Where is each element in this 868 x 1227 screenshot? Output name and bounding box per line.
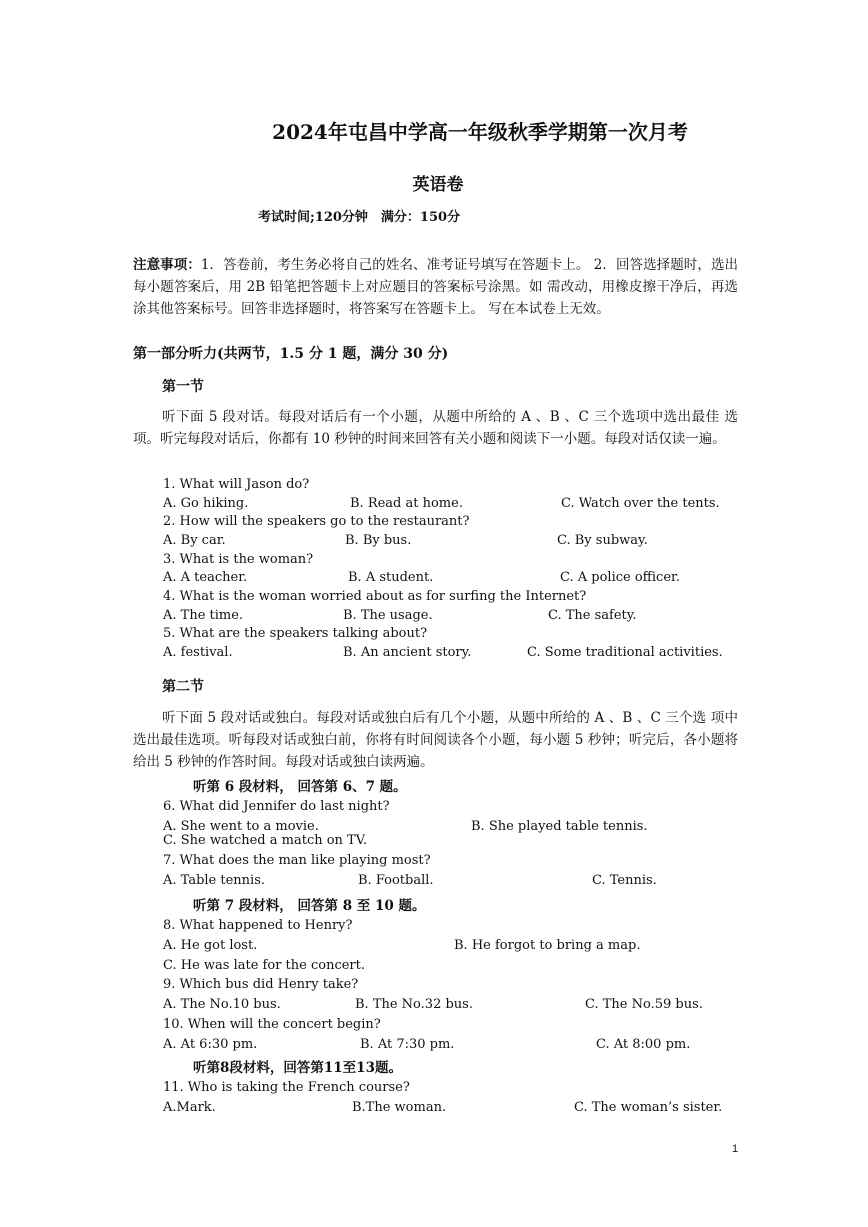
section2-instruction: 听下面 5 段对话或独白。每段对话或独白后有几个小题，从题中所给的 A 、B 、C 三个选 项中选出最佳选项。听每段对话或独白前，你将有时间阅读各个小题，每小题 5 秒钟；听完后，各小题将给出 5 秒钟的作答时间。每段对话或独白读两遍。: [133, 710, 738, 770]
question-10: 10. When will the concert begin?: [163, 1017, 381, 1032]
q7-option-b: B. Football.: [358, 873, 434, 888]
q4-option-b: B. The usage.: [343, 608, 433, 623]
exam-subject: 英语卷: [412, 175, 464, 195]
section1-instruction: 听下面 5 段对话。每段对话后有一个小题，从题中所给的 A 、B 、C 三个选项中选出最佳 选项。听完每段对话后，你都有 10 秒钟的时间来回答有关小题和阅读下一小题。每段对话仅读一遍。: [133, 409, 738, 447]
question-4: 4. What is the woman worried about as for surfing the Internet?: [163, 589, 587, 604]
exam-meta: 考试时间;120分钟 满分：150分: [258, 210, 461, 225]
q10-option-a: A. At 6:30 pm.: [163, 1037, 258, 1052]
question-5: 5. What are the speakers talking about?: [163, 626, 428, 641]
question-8: 8. What happened to Henry?: [163, 918, 353, 933]
q11-option-a: A.Mark.: [163, 1100, 216, 1115]
q7-option-a: A. Table tennis.: [163, 873, 265, 888]
q3-option-c: C. A police officer.: [560, 570, 680, 585]
q1-option-c: C. Watch over the tents.: [561, 496, 720, 511]
q9-option-b: B. The No.32 bus.: [355, 997, 473, 1012]
q10-option-b: B. At 7:30 pm.: [360, 1037, 455, 1052]
question-1: 1. What will Jason do?: [163, 477, 310, 492]
q7-option-c: C. Tennis.: [592, 873, 657, 888]
q5-option-c: C. Some traditional activities.: [527, 645, 723, 660]
q3-option-b: B. A student.: [348, 570, 434, 585]
question-11: 11. Who is taking the French course?: [163, 1080, 410, 1095]
q5-option-b: B. An ancient story.: [343, 645, 472, 660]
question-9: 9. Which bus did Henry take?: [163, 977, 359, 992]
q8-option-a: A. He got lost.: [163, 938, 258, 953]
question-7: 7. What does the man like playing most?: [163, 853, 431, 868]
q8-option-c: C. He was late for the concert.: [163, 958, 365, 973]
q6-option-b: B. She played table tennis.: [471, 819, 648, 834]
q11-option-b: B.The woman.: [352, 1100, 447, 1115]
q8-option-b: B. He forgot to bring a map.: [454, 938, 641, 953]
material-6-label: 听第 6 段材料， 回答第 6、7 题。: [193, 779, 407, 795]
q10-option-c: C. At 8:00 pm.: [596, 1037, 691, 1052]
notice-label: 注意事项：: [133, 257, 201, 273]
notice-block: [133, 254, 738, 320]
material-8-label: 听第8段材料，回答第11至13题。: [193, 1060, 402, 1076]
q9-option-a: A. The No.10 bus.: [163, 997, 281, 1012]
question-6: 6. What did Jennifer do last night?: [163, 799, 390, 814]
section2-heading: 第二节: [162, 679, 204, 695]
section1-heading: 第一节: [162, 379, 204, 395]
exam-title: 2024年屯昌中学高一年级秋季学期第一次月考: [272, 120, 688, 144]
q5-option-a: A. festival.: [163, 645, 233, 660]
q1-option-b: B. Read at home.: [350, 496, 463, 511]
question-2: 2. How will the speakers go to the restaurant?: [163, 514, 470, 529]
q4-option-c: C. The safety.: [548, 608, 637, 623]
q1-option-a: A. Go hiking.: [163, 496, 249, 511]
material-7-label: 听第 7 段材料， 回答第 8 至 10 题。: [193, 898, 426, 914]
notice-text: 1．答卷前，考生务必将自己的姓名、准考证号填写在答题卡上。 2．回答选择题时，选出每小题答案后，用 2B 铅笔把答题卡上对应题目的答案标号涂黑。如 需改动，用橡皮擦干净后，再选涂其他答案标号。回答非选择题时，将答案写在答题卡上。 写在本试卷上无效。: [133, 257, 739, 317]
q6-option-a: A. She went to a movie.: [163, 819, 319, 834]
q2-option-a: A. By car.: [163, 533, 226, 548]
q3-option-a: A. A teacher.: [163, 570, 248, 585]
q11-option-c: C. The woman’s sister.: [574, 1100, 723, 1115]
page-number: 1: [732, 1143, 739, 1155]
q4-option-a: A. The time.: [163, 608, 244, 623]
q2-option-c: C. By subway.: [557, 533, 648, 548]
q9-option-c: C. The No.59 bus.: [585, 997, 703, 1012]
question-3: 3. What is the woman?: [163, 552, 314, 567]
q2-option-b: B. By bus.: [345, 533, 412, 548]
q6-option-c: C. She watched a match on TV.: [163, 833, 367, 848]
part1-heading: 第一部分听力(共两节，1.5 分 1 题，满分 30 分): [133, 346, 449, 362]
